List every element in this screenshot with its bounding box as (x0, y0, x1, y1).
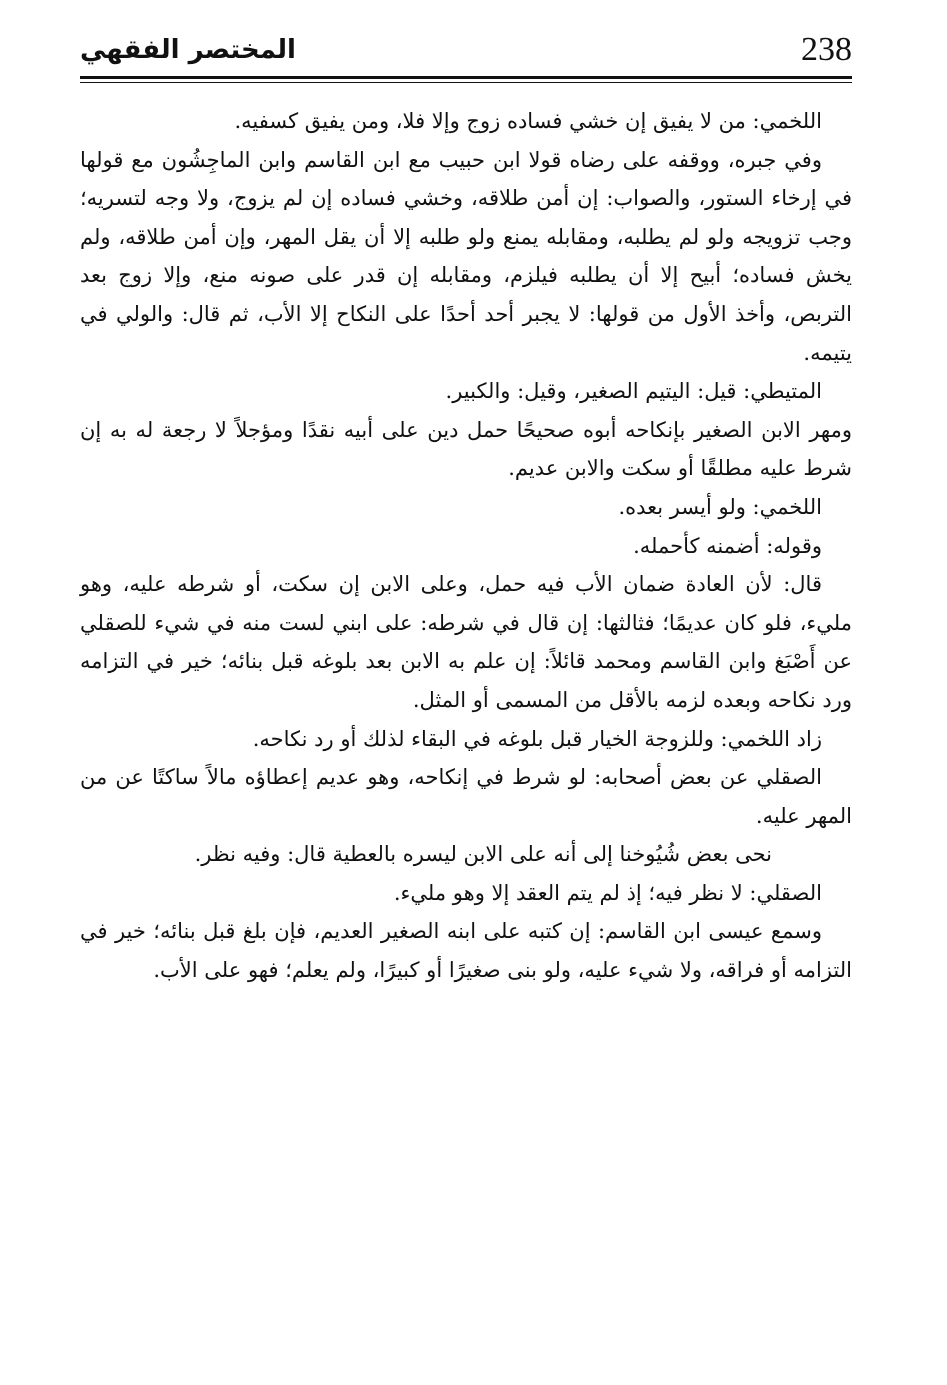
paragraph: ومهر الابن الصغير بإنكاحه أبوه صحيحًا حمل دين على أبيه نقدًا ومؤجلاً لا رجعة له به إن شرط عليه مطلقًا أو سكت والابن عديم. (80, 417, 852, 481)
header-rule-thin (80, 82, 852, 83)
paragraph: الصقلي: لا نظر فيه؛ إذ لم يتم العقد إلا وهو مليء. (393, 880, 822, 905)
paragraph: نحى بعض شُيُوخنا إلى أنه على الابن ليسره بالعطية قال: وفيه نظر. (194, 842, 772, 867)
page-header (80, 28, 852, 78)
paragraph: اللخمي: من لا يفيق إن خشي فساده زوج وإلا فلا، ومن يفيق كسفيه. (234, 109, 822, 133)
paragraph: قال: لأن العادة ضمان الأب فيه حمل، وعلى الابن إن سكت، أو شرطه عليه، وهو مليء، فلو كان عديمًا؛ فثالثها: إن قال في شرطه: على ابني لست منه في شيء للصقلي عن أَصْبَغ وابن القاسم ومحمد قائلاً: إن علم به الابن بعد بلوغه قبل بنائه؛ خير في التزامه ورد نكاحه وبعده لزمه بالأقل من المسمى أو المثل. (80, 572, 852, 712)
paragraph: وفي جبره، ووقفه على رضاه قولا ابن حبيب مع ابن القاسم وابن الماجِشُون مع قولها في إرخاء الستور، والصواب: إن أمن طلاقه، وخشي فساده إن لم يزوج، ولا وجه لتسريه؛ وجب تزويجه ولو لم يطلبه، ومقابله يمنع ولو طلبه إلا أن يقل المهر، وإن أمن طلاقه، ولم يخش فساده؛ أبيح إلا أن يطلبه فيلزم، ومقابله إن قدر على صونه منع، وإلا زوج بعد التربص، وأخذ الأول من قولها: لا يجبر أحد أحدًا على النكاح إلا الأب، ثم قال: والولي في يتيمه. (80, 147, 852, 365)
paragraph: وسمع عيسى ابن القاسم: إن كتبه على ابنه الصغير العديم، فإن بلغ قبل بنائه؛ خير في التزامه أو فراقه، ولا شيء عليه، ولو بنى صغيرًا أو كبيرًا، ولم يعلم؛ فهو على الأب. (80, 919, 852, 983)
paragraph: وقوله: أضمنه كأحمله. (633, 533, 822, 558)
header-rule-thick (80, 76, 852, 79)
paragraph: زاد اللخمي: وللزوجة الخيار قبل بلوغه في البقاء لذلك أو رد نكاحه. (252, 726, 822, 751)
page-number: 238 (801, 31, 852, 68)
paragraph: اللخمي: ولو أيسر بعده. (618, 494, 822, 519)
running-title: المختصر الفقهي (80, 35, 296, 65)
paragraph: المتيطي: قيل: اليتيم الصغير، وقيل: والكبير. (445, 379, 822, 404)
body-text (80, 102, 852, 990)
paragraph: الصقلي عن بعض أصحابه: لو شرط في إنكاحه، وهو عديم إعطاؤه مالاً ساكتًا عن من المهر عليه. (80, 765, 852, 828)
